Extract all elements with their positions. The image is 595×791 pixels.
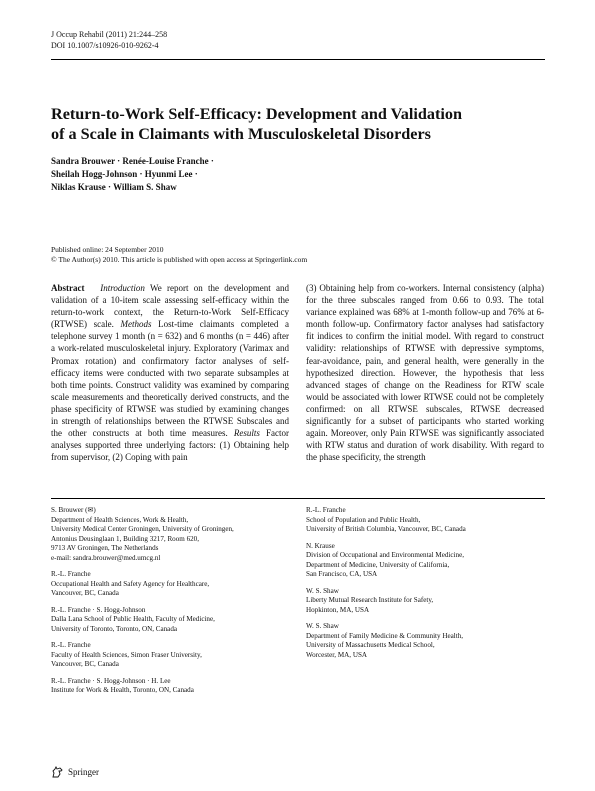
affiliation-line: School of Population and Public Health, [306,515,421,524]
affiliation-line: Vancouver, BC, Canada [51,660,119,668]
affiliation-line: e-mail: sandra.brouwer@med.umcg.nl [51,553,161,562]
affiliation-line: Vancouver, BC, Canada [51,589,119,597]
abstract-right-column [306,282,544,463]
publication-info [51,245,307,265]
header-rule [51,59,545,60]
affiliation-authors: R.-L. Franche [51,570,91,578]
publisher-name: Springer [68,767,99,777]
title-line-2: of a Scale in Claimants with Musculoskeletal Disorders [51,125,431,143]
affiliation-authors: W. S. Shaw [306,622,339,630]
copyright-notice: © The Author(s) 2010. This article is published with open access at Springerlink.com [51,255,308,264]
affiliation-authors: R.-L. Franche [306,506,346,514]
affiliation-line: Department of Health Sciences, Work & Health, [51,515,189,524]
affiliation-line: University of Massachusetts Medical School, [306,641,435,649]
doi: DOI 10.1007/s10926-010-9262-4 [51,40,159,50]
affiliation-line: Dalla Lana School of Public Health, Faculty of Medicine, [51,615,215,623]
affiliation-line: University of Toronto, Toronto, ON, Canada [51,624,178,633]
abstract-left-column [51,282,289,463]
affiliation-block [306,506,546,535]
methods-text: Lost-time claimants completed a telephone survey 1 month (n = 632) and 6 months (n = 446) after a work-related musculoskeletal injury. Exploratory (Varimax and Promax rotation) and confirmatory factor analyses of self-efficacy items were conducted with two separate subsamples at both time points. Construct validity was examined by comparing scale measurements and theoretically derived constructs, and the phase specificity of RTWSE was studied by examining changes in strength of relationships between the RTWSE Subscales and the other constructs at both time measures. [51,319,289,439]
affiliation-block [51,641,291,670]
journal-citation: J Occup Rehabil (2011) 21:244–258 [51,30,168,39]
affiliation-line: Antonius Deusinglaan 1, Building 3217, Room 620, [51,534,199,543]
affiliation-line: Department of Medicine, University of California, [306,560,450,569]
springer-horse-icon [51,766,64,778]
authors-line-2: Sheilah Hogg-Johnson · Hyunmi Lee · [51,169,198,179]
affiliation-line: San Francisco, CA, USA [306,570,378,578]
affiliation-line: Worcester, MA, USA [306,650,368,659]
methods-label: Methods [120,319,152,330]
affiliation-authors: R.-L. Franche [51,641,91,649]
affiliation-line: 9713 AV Groningen, The Netherlands [51,544,159,552]
affiliation-line: Faculty of Health Sciences, Simon Fraser University, [51,650,202,659]
affiliation-block [51,506,291,563]
authors-line-3: Niklas Krause · William S. Shaw [51,182,177,192]
running-header [51,30,167,51]
author-list [51,155,545,194]
introduction-text: We report on the development and validation of a 10-item scale assessing self-efficacy within the return-to-work context, the Return-to-Work Self-Efficacy (RTWSE) scale. [51,283,289,330]
affiliation-authors: R.-L. Franche · S. Hogg-Johnson · H. Lee [51,676,171,685]
affiliation-line: Institute for Work & Health, Toronto, ON, Canada [51,686,194,694]
footnote-rule [51,498,545,499]
article-title [51,104,545,144]
affiliation-block [51,570,291,599]
results-text: Factor analyses supported three underlying factors: (1) Obtaining help from supervisor, (2) Coping with pain [51,428,289,463]
affiliation-block [51,606,291,635]
introduction-label: Introduction [100,283,145,293]
affiliation-line: Occupational Health and Safety Agency for Healthcare, [51,579,210,588]
authors-line-1: Sandra Brouwer · Renée-Louise Franche · [51,156,214,166]
affiliation-line: Hopkinton, MA, USA [306,605,370,614]
affiliation-block [51,677,291,696]
affiliations-right [306,506,546,667]
affiliation-authors: W. S. Shaw [306,586,339,595]
affiliation-authors: R.-L. Franche · S. Hogg-Johnson [51,605,146,614]
affiliation-authors: S. Brouwer (✉) [51,506,96,514]
affiliations-left [51,506,291,703]
affiliation-line: University of British Columbia, Vancouver, BC, Canada [306,525,466,533]
affiliation-block [306,542,546,580]
results-label: Results [233,428,260,439]
affiliation-line: University Medical Center Groningen, University of Groningen, [51,525,234,533]
affiliation-block [306,622,546,660]
affiliation-line: Division of Occupational and Environmental Medicine, [306,551,464,559]
affiliation-line: Liberty Mutual Research Institute for Safety, [306,596,434,604]
abstract-heading: Abstract [51,283,85,293]
abstract-continuation: (3) Obtaining help from co-workers. Internal consistency (alpha) for the three subscales ranged from 0.66 to 0.93. The total variance explained was 68% at 1-month follow-up and 76% at 6-month follow-up. Confirmatory factor analyses had satisfactory fit indices to confirm the initial model. With regard to construct validity: relationships of RTWSE with depressive symptoms, fear-avoidance, pain, and general health, were generally in the hypothesized direction. However, the hypothesis that less advanced stages of change on the Readiness for RTW scale would be associated with lower RTWSE could not be completely confirmed: on all RTWSE subscales, RTWSE decreased significantly for a subset of participants who started working again. Moreover, only Pain RTWSE was significantly associated with RTW status and duration of work disability. With regard to the phase specificity, the strength [306,283,544,463]
title-line-1: Return-to-Work Self-Efficacy: Development and Validation [51,105,462,123]
affiliation-block [306,587,546,616]
affiliation-line: Department of Family Medicine & Community Health, [306,631,464,640]
published-date: Published online: 24 September 2010 [51,245,164,254]
affiliation-authors: N. Krause [306,541,335,550]
publisher-logo [51,766,99,778]
